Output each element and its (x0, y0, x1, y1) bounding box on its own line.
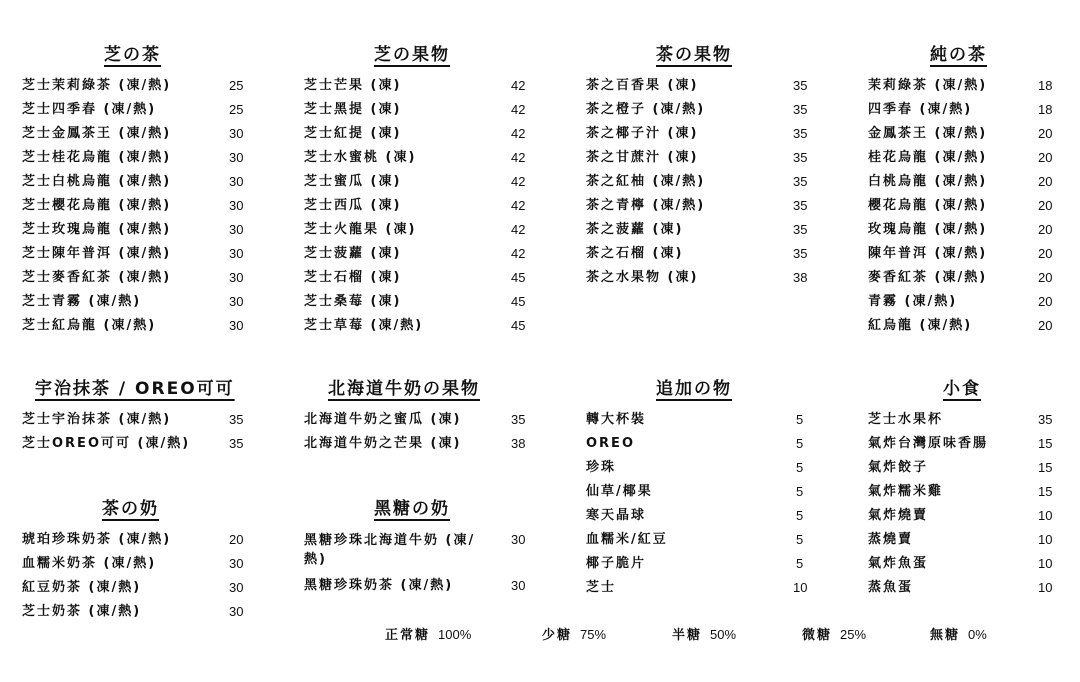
item-price: 18 (1038, 78, 1053, 93)
item-name: 陳年普洱 (凍/熱) (868, 246, 988, 261)
item-price: 35 (793, 126, 808, 141)
item-price: 42 (511, 126, 526, 141)
item-price: 5 (796, 484, 804, 499)
section-title: 宇治抹茶 / OREO可可 (35, 379, 235, 399)
item-price: 35 (793, 174, 808, 189)
item-price: 30 (511, 532, 526, 547)
item-price: 30 (229, 556, 244, 571)
item-name: 玫瑰烏龍 (凍/熱) (868, 222, 988, 237)
item-name: 芝士陳年普洱 (凍/熱) (22, 246, 172, 261)
item-price: 35 (793, 222, 808, 237)
item-price: 42 (511, 222, 526, 237)
item-name: 氣炸台灣原味香腸 (868, 436, 989, 451)
item-price: 38 (793, 270, 808, 285)
item-name: 芝士桂花烏龍 (凍/熱) (22, 150, 172, 165)
item-price: 18 (1038, 102, 1053, 117)
item-price: 35 (511, 412, 526, 427)
section-title: 黑糖の奶 (374, 499, 450, 519)
sugar-percent: 25% (840, 627, 867, 642)
item-price: 30 (229, 294, 244, 309)
item-price: 20 (1038, 270, 1053, 285)
sugar-percent: 100% (438, 627, 472, 642)
sugar-label: 微糖 (802, 628, 833, 643)
item-price: 30 (229, 222, 244, 237)
item-name: 櫻花烏龍 (凍/熱) (868, 198, 988, 213)
item-name: 芝士玫瑰烏龍 (凍/熱) (22, 222, 172, 237)
item-price: 30 (229, 198, 244, 213)
item-name: 氣炸糯米雞 (868, 484, 944, 499)
sugar-level (385, 624, 471, 647)
item-name: 血糯米/紅豆 (586, 532, 668, 547)
item-name: 芝士茉莉綠茶 (凍/熱) (22, 78, 172, 93)
item-name: 芝士OREO可可 (凍/熱) (22, 436, 191, 451)
item-name: 氣炸餃子 (868, 460, 929, 475)
item-name: 芝士白桃烏龍 (凍/熱) (22, 174, 172, 189)
item-price: 30 (229, 174, 244, 189)
item-price: 15 (1038, 436, 1053, 451)
item-price: 35 (793, 102, 808, 117)
sugar-level (802, 624, 866, 647)
item-name: 白桃烏龍 (凍/熱) (868, 174, 988, 189)
item-name: 黑糖珍珠奶茶 (凍/熱) (304, 578, 454, 593)
item-name: 茶之菠蘿 (凍) (586, 222, 684, 237)
item-price: 20 (1038, 318, 1053, 333)
item-name: 寒天晶球 (586, 508, 647, 523)
item-name: 青霧 (凍/熱) (868, 294, 958, 309)
section-title: 茶の奶 (102, 499, 159, 519)
item-price: 5 (796, 556, 804, 571)
item-name: 芝士奶茶 (凍/熱) (22, 604, 142, 619)
item-name: 金鳳茶王 (凍/熱) (868, 126, 988, 141)
sugar-percent: 0% (968, 627, 987, 642)
item-price: 30 (229, 150, 244, 165)
item-price: 30 (229, 604, 244, 619)
item-name: 黑糖珍珠北海道牛奶 (凍/熱) (304, 533, 476, 567)
sugar-label: 無糖 (930, 628, 961, 643)
item-price: 30 (511, 578, 526, 593)
item-price: 10 (1038, 556, 1053, 571)
item-price: 20 (1038, 174, 1053, 189)
item-price: 20 (1038, 222, 1053, 237)
item-price: 35 (793, 198, 808, 213)
item-name: 芝士 (586, 580, 617, 595)
item-price: 10 (793, 580, 808, 595)
item-price: 15 (1038, 484, 1053, 499)
item-name: 茶之甘蔗汁 (凍) (586, 150, 699, 165)
item-price: 20 (1038, 126, 1053, 141)
item-name: 芝士水蜜桃 (凍) (304, 150, 417, 165)
item-name: 茶之百香果 (凍) (586, 78, 699, 93)
item-price: 5 (796, 412, 804, 427)
item-name: OREO (586, 436, 635, 451)
item-price: 10 (1038, 580, 1053, 595)
item-price: 38 (511, 436, 526, 451)
item-name: 血糯米奶茶 (凍/熱) (22, 556, 157, 571)
item-price: 35 (793, 246, 808, 261)
sugar-level (542, 624, 606, 647)
sugar-label: 少糖 (542, 628, 573, 643)
item-name: 茶之水果物 (凍) (586, 270, 699, 285)
item-price: 20 (1038, 294, 1053, 309)
item-price: 5 (796, 436, 804, 451)
sugar-percent: 75% (580, 627, 607, 642)
item-name: 琥珀珍珠奶茶 (凍/熱) (22, 532, 172, 547)
item-price: 5 (796, 508, 804, 523)
item-name: 茶之椰子汁 (凍) (586, 126, 699, 141)
item-name: 芝士四季春 (凍/熱) (22, 102, 157, 117)
item-name: 桂花烏龍 (凍/熱) (868, 150, 988, 165)
item-price: 20 (229, 532, 244, 547)
section-title: 北海道牛奶の果物 (328, 379, 480, 399)
sugar-label: 半糖 (672, 628, 703, 643)
item-name: 轉大杯裝 (586, 412, 647, 427)
section-title: 芝の果物 (374, 45, 450, 65)
item-price: 20 (1038, 246, 1053, 261)
item-price: 25 (229, 102, 244, 117)
item-price: 42 (511, 102, 526, 117)
item-name: 椰子脆片 (586, 556, 647, 571)
item-name: 芝士麥香紅茶 (凍/熱) (22, 270, 172, 285)
item-name: 芝士紅烏龍 (凍/熱) (22, 318, 157, 333)
item-name: 芝士紅提 (凍) (304, 126, 402, 141)
item-name: 芝士芒果 (凍) (304, 78, 402, 93)
item-price: 35 (229, 412, 244, 427)
item-price: 42 (511, 246, 526, 261)
item-price: 42 (511, 198, 526, 213)
item-price: 30 (229, 318, 244, 333)
item-name: 北海道牛奶之芒果 (凍) (304, 436, 462, 451)
item-price: 42 (511, 150, 526, 165)
item-price: 30 (229, 580, 244, 595)
item-name: 芝士桑莓 (凍) (304, 294, 402, 309)
item-price: 10 (1038, 532, 1053, 547)
item-name: 茉莉綠茶 (凍/熱) (868, 78, 988, 93)
item-name: 四季春 (凍/熱) (868, 102, 973, 117)
item-name: 珍珠 (586, 460, 617, 475)
item-price: 20 (1038, 150, 1053, 165)
item-name: 芝士石榴 (凍) (304, 270, 402, 285)
sugar-level (930, 624, 987, 647)
item-name: 芝士水果杯 (868, 412, 944, 427)
item-name: 芝士菠蘿 (凍) (304, 246, 402, 261)
item-name: 仙草/椰果 (586, 484, 653, 499)
item-price: 10 (1038, 508, 1053, 523)
item-name: 紅烏龍 (凍/熱) (868, 318, 973, 333)
item-name: 芝士青霧 (凍/熱) (22, 294, 142, 309)
item-price: 45 (511, 294, 526, 309)
item-name: 芝士黑提 (凍) (304, 102, 402, 117)
item-price: 42 (511, 78, 526, 93)
item-price: 5 (796, 460, 804, 475)
item-name: 茶之紅柚 (凍/熱) (586, 174, 706, 189)
item-name: 蒸魚蛋 (868, 580, 914, 595)
item-price: 45 (511, 270, 526, 285)
item-price: 35 (793, 78, 808, 93)
item-name: 芝士草莓 (凍/熱) (304, 318, 424, 333)
sugar-percent: 50% (710, 627, 737, 642)
item-price: 42 (511, 174, 526, 189)
item-name: 芝士西瓜 (凍) (304, 198, 402, 213)
item-name: 茶之青檸 (凍/熱) (586, 198, 706, 213)
item-name: 麥香紅茶 (凍/熱) (868, 270, 988, 285)
item-name: 芝士火龍果 (凍) (304, 222, 417, 237)
item-name: 芝士蜜瓜 (凍) (304, 174, 402, 189)
item-price: 25 (229, 78, 244, 93)
item-price: 30 (229, 246, 244, 261)
item-price: 35 (1038, 412, 1053, 427)
item-price: 35 (793, 150, 808, 165)
item-name: 北海道牛奶之蜜瓜 (凍) (304, 412, 462, 427)
item-price: 5 (796, 532, 804, 547)
section-title: 茶の果物 (656, 45, 732, 65)
item-name: 芝士櫻花烏龍 (凍/熱) (22, 198, 172, 213)
item-name: 茶之石榴 (凍) (586, 246, 684, 261)
item-name: 氣炸魚蛋 (868, 556, 929, 571)
section-title: 追加の物 (656, 379, 732, 399)
item-name: 芝士宇治抹茶 (凍/熱) (22, 412, 172, 427)
section-title: 純の茶 (930, 45, 987, 65)
item-name: 紅豆奶茶 (凍/熱) (22, 580, 142, 595)
item-name: 蒸燒賣 (868, 532, 914, 547)
item-name: 茶之橙子 (凍/熱) (586, 102, 706, 117)
section-title: 小食 (943, 379, 981, 399)
item-name: 氣炸燒賣 (868, 508, 929, 523)
sugar-label: 正常糖 (385, 628, 431, 643)
section-title: 芝の茶 (104, 45, 161, 65)
item-name: 芝士金鳳茶王 (凍/熱) (22, 126, 172, 141)
item-price: 45 (511, 318, 526, 333)
item-price: 30 (229, 270, 244, 285)
item-price: 15 (1038, 460, 1053, 475)
item-price: 35 (229, 436, 244, 451)
item-price: 20 (1038, 198, 1053, 213)
sugar-level (672, 624, 736, 647)
item-price: 30 (229, 126, 244, 141)
